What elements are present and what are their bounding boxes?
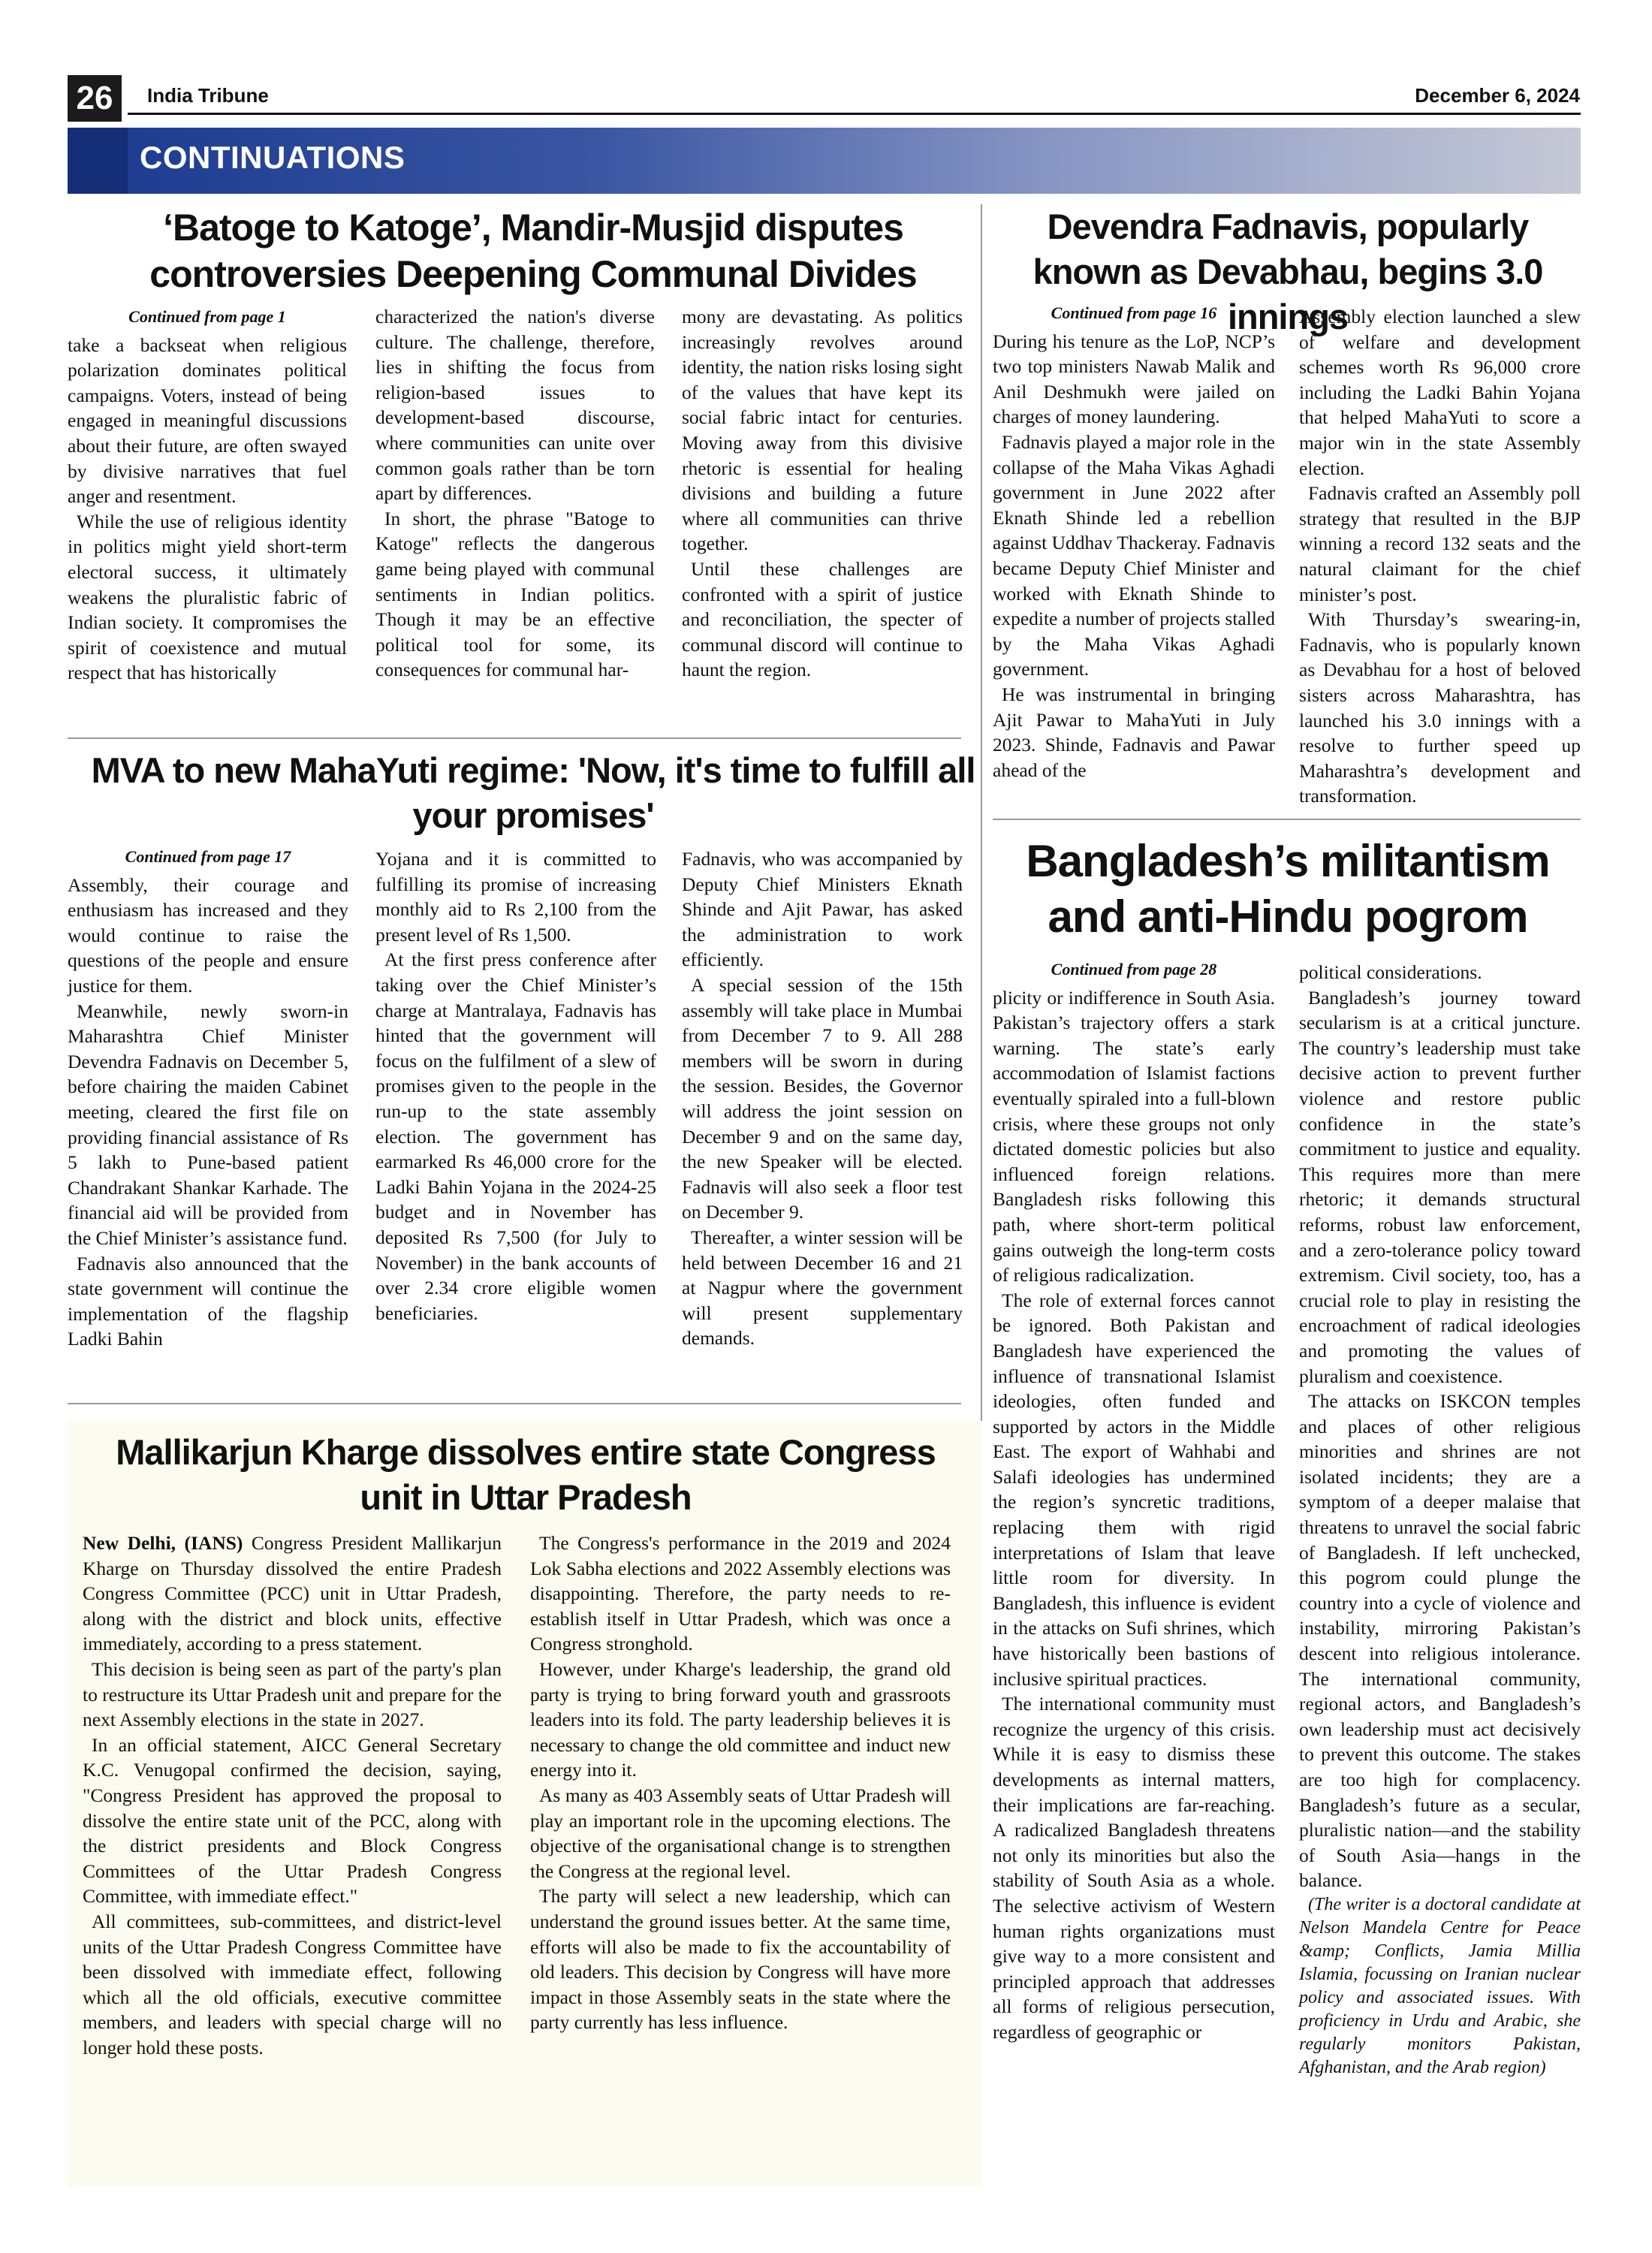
article1-col2: [375, 304, 655, 683]
article5-para: In an official statement, AICC General Secretary K.C. Venugopal confirmed the decision, saying, "Congress President has approved the proposal to dissolve the entire state unit of the PCC, along with the district presidents and Block Congress Committees of the Uttar Pradesh Congress Committee, with immediate effect.": [83, 1733, 502, 1908]
article3-continued: Continued from page 17: [125, 847, 291, 866]
article4-para: The role of external forces cannot be ignored. Both Pakistan and Bangladesh have experienced the influence of transnational Islamist ideologies, often funded and supported by actors in the Middle East. The export of Wahhabi and Salafi ideologies has undermined the region’s syncretic traditions, replacing them with rigid interpretations of Islam that leave little room for diversity. In Bangladesh, this influence is evident in the attacks on Sufi shrines, which have historically been bastions of inclusive spiritual practices.: [993, 1289, 1275, 1690]
article3-headline: MVA to new MahaYuti regime: 'Now, it's time to fulfill all your promises': [91, 750, 975, 835]
page-number: 26: [68, 75, 122, 122]
article4-para: political considerations.: [1299, 961, 1482, 983]
article4-para: Bangladesh’s journey toward secularism is at a critical juncture. The country’s leadership must take decisive action to prevent further violence and restore public confidence in the state’s commitment to justice and equality. This requires more than mere rhetoric; it demands structural reforms, robust law enforcement, and a zero-tolerance policy toward extremism. Civil society, too, has a crucial role to play in resisting the encroachment of radical ideologies and promoting the values of pluralism and coexistence.: [1299, 986, 1581, 1387]
article3-col2: [375, 846, 656, 1326]
article3-para: Thereafter, a winter session will be held between December 16 and 21 at Nagpur where the government will present supplementary demands.: [682, 1226, 963, 1350]
divider: [68, 1403, 961, 1404]
article4-continued: Continued from page 28: [1051, 960, 1217, 979]
article4-para: plicity or indifference in South Asia. Pakistan’s trajectory offers a stark warning. The state’s early accommodation of Islamist factions eventually spiraled into a full-blown crisis, where these groups not only dictated domestic policies but also influenced foreign relations. Bangladesh risks following this path, where short-term political gains outweigh the long-term costs of religious radicalization.: [993, 986, 1275, 1286]
section-title: CONTINUATIONS: [140, 140, 405, 175]
article2-para: He was instrumental in bringing Ajit Pawar to MahaYuti in July 2023. Shinde, Fadnavis and Pawar ahead of the: [993, 683, 1275, 781]
article5-para: The Congress's performance in the 2019 and 2024 Lok Sabha elections and 2022 Assembly elections was disappointing. Therefore, the party needs to re-establish itself in Uttar Pradesh, which was once a Congress stronghold.: [530, 1532, 951, 1655]
article5-dateline: New Delhi, (IANS): [83, 1532, 243, 1554]
author-note: (The writer is a doctoral candidate at Nelson Mandela Centre for Peace &amp; Conflicts, Jamia Millia Islamia, focussing on Iranian nuclear policy and associated issues. With proficiency in Urdu and Arabic, she regularly monitors Pakistan, Afghanistan, and the Arab region): [1299, 1894, 1581, 2077]
article4-col1: [993, 957, 1275, 2045]
article1-para: mony are devastating. As politics increasingly revolves around identity, the nation risks losing sight of the values that have kept its social fabric intact for centuries. Moving away from this divisive rhetoric is essential for healing divisions and building a future where all communities can thrive together.: [682, 306, 963, 555]
article2-para: Fadnavis played a major role in the collapse of the Maha Vikas Aghadi government in June 2022 after Eknath Shinde led a rebellion against Uddhav Thackeray. Fadnavis became Deputy Chief Minister and worked with Eknath Shinde to expedite a number of projects stalled by the Maha Vikas Aghadi government.: [993, 430, 1276, 680]
article1-para: Until these challenges are confronted with a spirit of justice and reconciliation, the specter of communal discord will continue to haunt the region.: [682, 557, 963, 681]
article3-para: Fadnavis also announced that the state government will continue the implementation of the flagship Ladki Bahin: [68, 1252, 348, 1350]
article2-para: Fadnavis crafted an Assembly poll strategy that resulted in the BJP winning a record 132 seats and the natural claimant for the chief minister’s post.: [1299, 482, 1581, 605]
article5-para: The party will select a new leadership, which can understand the ground issues better. At the same time, efforts will also be made to fix the accountability of old leaders. This decision by Congress will have more impact in those Assembly seats in the state where the party currently has less influence.: [530, 1885, 951, 2034]
header-rule: [128, 113, 1581, 115]
article4-para: The attacks on ISKCON temples and places of other religious minorities and shrines are not isolated incidents; they are a symptom of a deeper malaise that threatens to unravel the social fabric of Bangladesh. If left unchecked, this pogrom could plunge the country into a cycle of violence and instability, mirroring Pakistan’s descent into religious intolerance. The international community, regional actors, and Bangladesh’s own leadership must act decisively to prevent this outcome. The stakes are too high for complacency. Bangladesh’s future as a secular, pluralistic nation—and the stability of South Asia—hangs in the balance.: [1299, 1390, 1581, 1892]
article3-para: Fadnavis, who was accompanied by Deputy Chief Ministers Eknath Shinde and Ajit Pawar, has asked the administration to work efficiently.: [682, 848, 963, 971]
article5-para: All committees, sub-committees, and district-level units of the Uttar Pradesh Congress Committee have been dissolved with immediate effect, following which all the old officials, executive committee members, and leaders with special charge will no longer hold these posts.: [83, 1910, 502, 2058]
article3-para: Meanwhile, newly sworn-in Maharashtra Chief Minister Devendra Fadnavis on December 5, before chairing the maiden Cabinet meeting, cleared the first file on providing financial assistance of Rs 5 lakh to Pune-based patient Chandrakant Shankar Karhade. The financial aid will be provided from the Chief Minister’s assistance fund.: [68, 1000, 348, 1249]
article1-col1: [68, 304, 347, 686]
article3-col1: [68, 844, 348, 1352]
article1-para: take a backseat when religious polarization dominates political campaigns. Voters, instead of being engaged in meaningful discussions about their future, are often swayed by divisive narratives that fuel anger and resentment.: [68, 333, 347, 508]
article1-headline: ‘Batoge to Katoge’, Mandir-Musjid disputes controversies Deepening Communal Divides: [149, 207, 917, 295]
article2-col2: [1299, 304, 1581, 809]
article5-col2: [530, 1531, 951, 2035]
issue-date: December 6, 2024: [1415, 84, 1580, 107]
article3-para: Assembly, their courage and enthusiasm has increased and they would continue to raise the questions of the people and ensure justice for them.: [68, 873, 348, 997]
article4-para: The international community must recognize the urgency of this crisis. While it is easy to dismiss these developments as internal matters, their implications are far-reaching. A radicalized Bangladesh threatens not only its minorities but also the stability of South Asia as a whole. The selective activism of Western human rights organizations must give way to a more consistent and principled approach that addresses all forms of religious persecution, regardless of geographic or: [993, 1693, 1275, 2043]
article5-col1: [83, 1531, 502, 2060]
section-banner-accent: [68, 128, 128, 194]
article3-para: Yojana and it is committed to fulfilling its promise of increasing monthly aid to Rs 2,100 from the present level of Rs 1,500.: [375, 848, 656, 946]
article1-col3: [682, 304, 963, 683]
article4-col2: [1299, 960, 1581, 2080]
divider: [68, 737, 961, 739]
divider: [993, 819, 1581, 820]
article5-para: This decision is being seen as part of the party's plan to restructure its Uttar Pradesh unit and prepare for the next Assembly elections in the state in 2027.: [83, 1657, 502, 1731]
article1-para: In short, the phrase "Batoge to Katoge" reflects the dangerous game being played with communal sentiments in Indian politics. Though it may be an effective political tool for some, its consequences for communal har-: [375, 507, 655, 681]
article5-headline: Mallikarjun Kharge dissolves entire state Congress unit in Uttar Pradesh: [116, 1432, 936, 1517]
article5-para: However, under Kharge's leadership, the grand old party is trying to bring forward youth and grassroots leaders into its fold. The party leadership believes it is necessary to change the old committee and induct new energy into it.: [530, 1657, 951, 1781]
article2-continued: Continued from page 16: [1051, 303, 1217, 322]
article2-headline: Devendra Fadnavis, popularly known as Devabhau, begins 3.0 innings: [1032, 207, 1543, 336]
article2-para: Assembly election launched a slew of welfare and development schemes worth Rs 96,000 crore including the Ladki Bahin Yojana that helped MahaYuti to score a major win in the state Assembly election.: [1299, 306, 1581, 479]
article3-para: At the first press conference after taking over the Chief Minister’s charge at Mantralaya, Fadnavis has hinted that the government will focus on the fulfilment of a slew of promises given to the people in the run-up to the state assembly election. The government has earmarked Rs 46,000 crore for the Ladki Bahin Yojana in the 2024-25 budget and in November has deposited Rs 7,500 (for July to November) in the bank accounts of over 2.34 crore eligible women beneficiaries.: [375, 949, 656, 1324]
article5-para: As many as 403 Assembly seats of Uttar Pradesh will play an important role in the upcoming elections. The objective of the organisational change is to strengthen the Congress at the regional level.: [530, 1784, 951, 1882]
article2-col1: [993, 300, 1275, 783]
article1-para: characterized the nation's diverse culture. The challenge, therefore, lies in shifting the focus from religion-based issues to development-based discourse, where communities can unite over common goals rather than be torn apart by differences.: [375, 306, 655, 505]
publication-name: India Tribune: [147, 84, 269, 107]
article3-col3: [682, 846, 963, 1351]
article4-headline: Bangladesh’s militantism and anti-Hindu pogrom: [1026, 836, 1550, 942]
article5-para: Congress President Mallikarjun Kharge on Thursday dissolved the entire Pradesh Congress Committee (PCC) unit in Uttar Pradesh, along with the district and block units, effective immediately, according to a press statement.: [83, 1532, 502, 1655]
article2-para: With Thursday’s swearing-in, Fadnavis, who is popularly known as Devabhau for a host of beloved sisters across Maharashtra, has launched his 3.0 innings with a resolve to further speed up Maharashtra’s development and transformation.: [1299, 608, 1581, 807]
article1-continued: Continued from page 1: [128, 307, 286, 326]
article2-para: During his tenure as the LoP, NCP’s two top ministers Nawab Malik and Anil Deshmukh were jailed on charges of money laundering.: [993, 330, 1275, 428]
article1-para: While the use of religious identity in politics might yield short-term electoral success, it ultimately weakens the pluralistic fabric of Indian society. It compromises the spirit of coexistence and mutual respect that has historically: [68, 510, 347, 684]
article3-para: A special session of the 15th assembly will take place in Mumbai from December 7 to 9. All 288 members will be sworn in during the session. Besides, the Governor will address the joint session on December 9 and on the same day, the new Speaker will be elected. Fadnavis will also seek a floor test on December 9.: [682, 973, 963, 1223]
